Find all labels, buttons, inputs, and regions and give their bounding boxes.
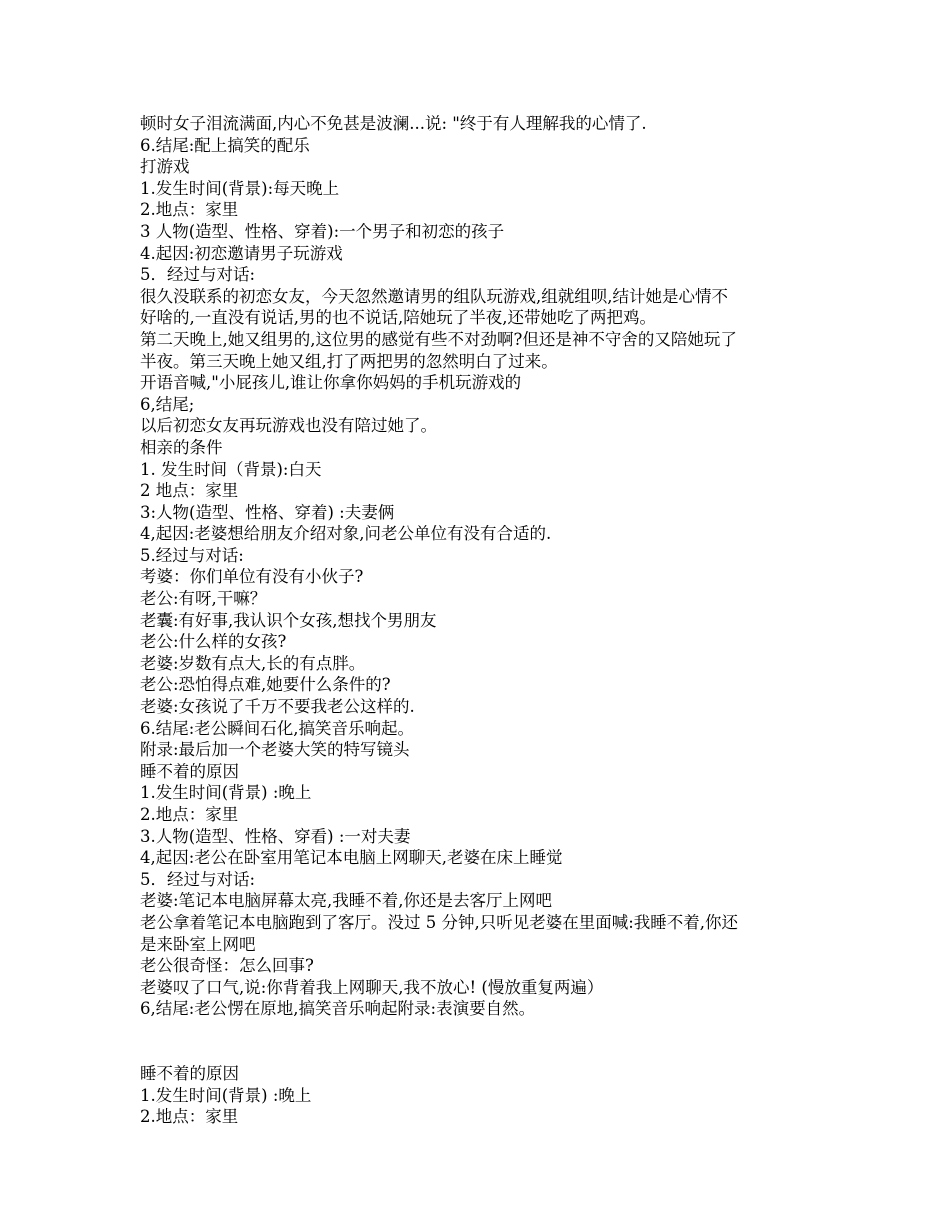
text-line: 开语音喊,"小屁孩儿,谁让你拿你妈妈的手机玩游戏的 (140, 373, 522, 393)
section-heading: 打游戏 (140, 157, 190, 177)
text-line: 5.经过与对话: (140, 545, 244, 565)
dialogue-line: 老公:什么样的女孩? (140, 632, 287, 652)
text-line: 6.结尾:老公瞬间石化,搞笑音乐响起。 (140, 718, 415, 738)
text-line: 半夜。第三天晚上她又组,打了两把男的忽然明白了过来。 (140, 351, 558, 371)
dialogue-line: 老公:有呀,干嘛？ (140, 589, 267, 609)
section-heading: 睡不着的原因 (140, 761, 239, 781)
text-line: 是来卧室上网吧 (140, 934, 256, 954)
text-line: 5．经过与对话: (140, 265, 256, 285)
text-line: 2.地点：家里 (140, 1107, 239, 1127)
dialogue-line: 老公很奇怪：怎么回事? (140, 956, 314, 976)
text-line: 附录:最后加一个老婆大笑的特写镜头 (140, 740, 410, 760)
text-line: 6,结尾:老公愣在原地,搞笑音乐响起附录:表演要自然。 (140, 999, 536, 1019)
text-line: 以后初恋女友再玩游戏也没有陪过她了。 (140, 416, 437, 436)
text-line: 1. 发生时间（背景):白天 (140, 459, 322, 479)
text-line: 6,结尾; (140, 394, 195, 414)
text-line: 2 地点：家里 (140, 481, 239, 501)
section-heading: 睡不着的原因 (140, 1064, 239, 1084)
dialogue-line: 老婆:笔记本电脑屏幕太亮,我睡不着,你还是去客厅上网吧 (140, 891, 553, 911)
text-line: 5．经过与对话: (140, 869, 256, 889)
dialogue-line: 老婆:岁数有点大,长的有点胖。 (140, 653, 366, 673)
dialogue-line: 老婆:女孩说了千万不要我老公这样的. (140, 697, 415, 717)
text-line: 4,起因:老婆想给朋友介绍对象,问老公单位有没有合适的. (140, 524, 552, 544)
text-line: 4,起因:老公在卧室用笔记本电脑上网聊天,老婆在床上睡觉 (140, 848, 563, 868)
text-line: 1.发生时间(背景):每天晚上 (140, 178, 340, 198)
text-line: 6.结尾:配上搞笑的配乐 (140, 135, 310, 155)
text-line: 第二天晚上,她又组男的,这位男的感觉有些不对劲啊?但还是神不守舍的又陪她玩了 (140, 329, 737, 349)
text-line: 4.起因:初恋邀请男子玩游戏 (140, 243, 343, 263)
text-line: 2.地点：家里 (140, 200, 239, 220)
dialogue-line: 老公:恐怕得点难,她要什么条件的? (140, 675, 391, 695)
text-line: 好啥的,一直没有说话,男的也不说话,陪她玩了半夜,还带她吃了两把鸡。 (140, 308, 656, 328)
text-line: 3.人物(造型、性格、穿看) :一对夫妻 (140, 826, 411, 846)
text-line: 顿时女子泪流满面,内心不免甚是波澜...说: "终于有人理解我的心情了. (140, 114, 647, 133)
blank-line (140, 1020, 820, 1042)
text-line: 2.地点：家里 (140, 805, 239, 824)
document-body (140, 113, 820, 1128)
text-line: 1.发生时间(背景) :晚上 (140, 783, 312, 803)
text-line: 很久没联系的初恋女友，今天忽然邀请男的组队玩游戏,组就组呗,结计她是心情不 (140, 286, 728, 306)
blank-line (140, 1042, 820, 1064)
text-line: 1.发生时间(背景) :晚上 (140, 1085, 312, 1105)
dialogue-line: 考婆：你们单位有没有小伙子? (140, 567, 364, 587)
text-line: 3 人物(造型、性格、穿着):一个男子和初恋的孩子 (140, 221, 505, 241)
dialogue-line: 老囊:有好事,我认识个女孩,想找个男朋友 (140, 610, 437, 630)
text-line: 老公拿着笔记本电脑跑到了客厅。没过 5 分钟,只听见老婆在里面喊:我睡不着,你还 (140, 912, 739, 932)
dialogue-line: 老婆叹了口气,说:你背着我上网聊天,我不放心! (慢放重复两遍） (140, 977, 604, 997)
text-line: 3:人物(造型、性格、穿着) :夫妻俩 (140, 502, 395, 522)
section-heading: 相亲的条件 (140, 437, 223, 457)
